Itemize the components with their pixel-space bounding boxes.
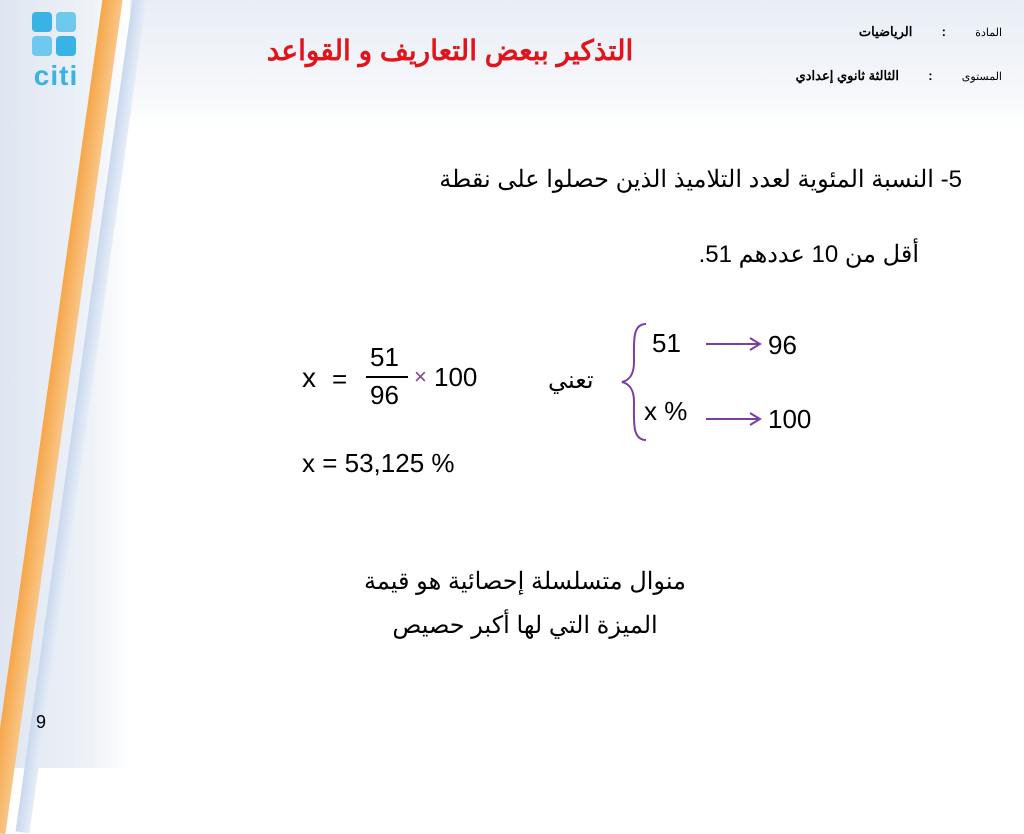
equation-equals: = bbox=[332, 364, 348, 394]
proportion-top-right: 96 bbox=[768, 330, 797, 360]
proportion-top-left: 51 bbox=[652, 328, 681, 358]
logo-square-icon bbox=[32, 12, 52, 32]
proportion-bottom-right: 100 bbox=[768, 404, 812, 434]
fraction-bar bbox=[366, 376, 408, 378]
statement-line-2: أقل من 10 عددهم 51. bbox=[698, 241, 919, 268]
factor-value: 100 bbox=[434, 362, 478, 392]
equation-result: x = 53,125 % bbox=[302, 448, 455, 478]
logo-square-icon bbox=[56, 36, 76, 56]
meta-level bbox=[796, 68, 1002, 84]
equation-variable: x bbox=[302, 362, 316, 393]
meta-subject bbox=[859, 24, 1002, 40]
subject-label: المادة bbox=[975, 27, 1002, 39]
subject-separator: : bbox=[941, 24, 946, 39]
logo-square-icon bbox=[32, 36, 52, 56]
proportion-arrows bbox=[700, 325, 770, 435]
proportion-bottom-left: x % bbox=[644, 396, 688, 426]
definition-line-1: منوال متسلسلة إحصائية هو قيمة bbox=[364, 568, 686, 595]
slide-title: التذكير ببعض التعاريف و القواعد bbox=[266, 35, 634, 66]
arrow-right-icon bbox=[706, 338, 760, 350]
multiply-sign: × bbox=[414, 364, 427, 389]
fraction-denominator: 96 bbox=[370, 380, 399, 410]
page-number: 9 bbox=[36, 712, 47, 732]
level-separator: : bbox=[928, 68, 933, 83]
logo-wordmark: citi bbox=[33, 60, 79, 91]
fraction-numerator: 51 bbox=[370, 342, 399, 372]
means-word: تعني bbox=[548, 367, 594, 394]
subject-value: الرياضيات bbox=[858, 24, 913, 39]
fraction-equation bbox=[300, 340, 510, 420]
level-label: المستوى bbox=[961, 71, 1002, 83]
level-value: الثالثة ثانوي إعدادي bbox=[795, 68, 899, 83]
logo-square-icon bbox=[56, 12, 76, 32]
citi-logo bbox=[26, 10, 82, 96]
definition-line-2: الميزة التي لها أكبر حصيص bbox=[392, 612, 658, 639]
arrow-right-icon bbox=[706, 413, 760, 425]
statement-line-1: 5- النسبة المئوية لعدد التلاميذ الذين حصلوا على نقطة bbox=[439, 166, 962, 193]
